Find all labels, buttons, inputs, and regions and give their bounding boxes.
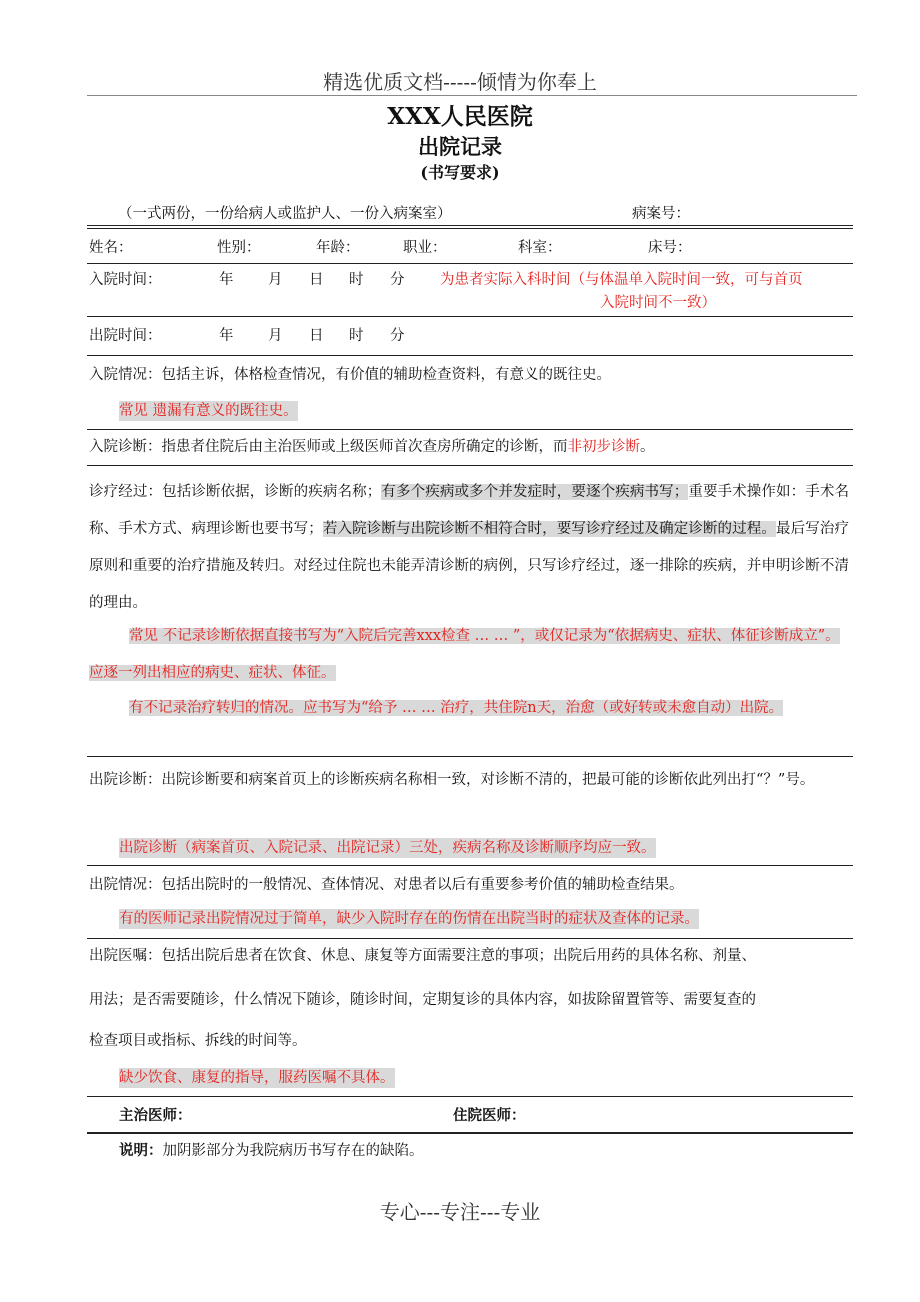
admission-diagnosis-end: 。 — [640, 439, 655, 455]
top-double-rule-a — [87, 225, 853, 226]
admission-time-label: 入院时间： — [89, 272, 162, 288]
admission-year: 年 — [219, 272, 234, 288]
discharge-minute: 分 — [390, 328, 405, 344]
treatment-defect-outcome — [89, 690, 849, 727]
record-subtitle: (书写要求) — [420, 163, 500, 182]
rule — [87, 1096, 853, 1097]
discharge-orders-defect: 缺少饮食、康复的指导，服药医嘱不具体。 — [119, 1070, 395, 1086]
treatment-intro: 诊疗经过：包括诊断依据，诊断的疾病名称； — [89, 484, 382, 500]
admission-hour: 时 — [349, 272, 364, 288]
admission-month: 月 — [268, 272, 283, 288]
note — [119, 1141, 424, 1161]
rule — [87, 756, 853, 757]
admission-diagnosis — [89, 437, 655, 457]
hospital-title: XXX人民医院 — [387, 103, 533, 130]
rule — [87, 316, 853, 317]
resident-physician-label: 住院医师： — [453, 1107, 526, 1124]
treatment-defect-outcome-text: 有不记录治疗转归的情况。应书写为“给予 … … 治疗，共住院n天，治愈（或好转或未愈自动）出院。 — [129, 700, 784, 716]
admission-time-note-cont: 入院时间不一致） — [600, 295, 716, 311]
field-sex: 性别： — [217, 240, 261, 256]
page-footer: 专心---专注---专业 — [379, 1200, 541, 1224]
rule — [87, 865, 853, 866]
field-occupation: 职业： — [403, 240, 447, 256]
discharge-hour: 时 — [349, 328, 364, 344]
rule — [87, 465, 853, 466]
discharge-status-text: 出院情况：包括出院时的一般情况、查体情况、对患者以后有重要参考价值的辅助检查结果。 — [89, 877, 684, 893]
discharge-month: 月 — [268, 328, 283, 344]
note-label: 说明： — [119, 1142, 163, 1159]
discharge-orders-line2: 用法；是否需要随诊，什么情况下随诊，随诊时间，定期复诊的具体内容，如拔除留置管等、需要复查的 — [89, 992, 756, 1008]
page-banner: 精选优质文档-----倾情为你奉上 — [323, 70, 597, 94]
discharge-day: 日 — [309, 328, 324, 344]
discharge-year: 年 — [219, 328, 234, 344]
admission-diagnosis-text: 入院诊断：指患者住院后由主治医师或上级医师首次查房所确定的诊断，而 — [89, 439, 568, 455]
discharge-diagnosis-text: 出院诊断：出院诊断要和病案首页上的诊断疾病名称相一致，对诊断不清的，把最可能的诊断依此列出打“？”号。 — [89, 772, 815, 788]
field-bed: 床号： — [648, 240, 692, 256]
copies-note: （一式两份，一份给病人或监护人、一份入病案室） — [118, 206, 452, 222]
bottom-thick-rule — [87, 1132, 853, 1134]
treatment-defect-mismatch: 若入院诊断与出院诊断不相符合时，要写诊疗经过及确定诊断的过程。 — [322, 521, 777, 537]
attending-physician-label: 主治医师： — [119, 1107, 192, 1124]
top-double-rule-b — [87, 228, 853, 229]
treatment-defect-basis-text: 常见 不记录诊断依据直接书写为“入院后完善xxx检查 … … ”，或仅记录为“依据病史、症状、体征诊断成立”。应逐一列出相应的病史、症状、体征。 — [89, 628, 840, 681]
field-department: 科室： — [518, 240, 562, 256]
rule — [87, 355, 853, 356]
note-text: 加阴影部分为我院病历书写存在的缺陷。 — [162, 1143, 424, 1159]
treatment-principles: 最后写治疗原则和重要的治疗措施及转归。对经过住院也未能弄清诊断的病例，只写诊疗经过，逐一排除的疾病，并申明诊断不清的理由。 — [89, 521, 850, 611]
admission-status-defect: 常见 遗漏有意义的既往史。 — [119, 403, 298, 419]
rule — [87, 263, 853, 264]
rule — [87, 938, 853, 939]
case-number-label: 病案号： — [632, 206, 690, 222]
field-name: 姓名： — [89, 240, 133, 256]
discharge-orders-line3: 检查项目或指标、拆线的时间等。 — [89, 1033, 307, 1049]
field-age: 年龄： — [316, 240, 360, 256]
rule — [87, 429, 853, 430]
admission-diagnosis-highlight: 非初步诊断 — [567, 439, 640, 455]
admission-minute: 分 — [390, 272, 405, 288]
discharge-diagnosis-defect: 出院诊断（病案首页、入院记录、出院记录）三处，疾病名称及诊断顺序均应一致。 — [119, 840, 656, 856]
admission-time-note: 为患者实际入科时间（与体温单入院时间一致，可与首页 — [440, 272, 803, 288]
treatment-defect-multi: 有多个疾病或多个并发症时，要逐个疾病书写； — [381, 484, 689, 500]
treatment-paragraph — [89, 474, 849, 622]
treatment-surgery: 重要手术操作如：手术名称、手术方式、病理诊断也要书写； — [89, 484, 849, 537]
discharge-time-label: 出院时间： — [89, 328, 162, 344]
treatment-defect-basis — [89, 618, 849, 692]
discharge-status-defect: 有的医师记录出院情况过于简单，缺少入院时存在的伤情在出院当时的症状及查体的记录。 — [119, 911, 699, 927]
banner-rule — [87, 95, 857, 96]
discharge-orders-line1: 出院医嘱：包括出院后患者在饮食、休息、康复等方面需要注意的事项；出院后用药的具体名称、剂量、 — [89, 948, 756, 964]
admission-day: 日 — [309, 272, 324, 288]
record-title: 出院记录 — [418, 134, 502, 159]
admission-status-text: 入院情况：包括主诉，体格检查情况，有价值的辅助检查资料，有意义的既往史。 — [89, 367, 611, 383]
